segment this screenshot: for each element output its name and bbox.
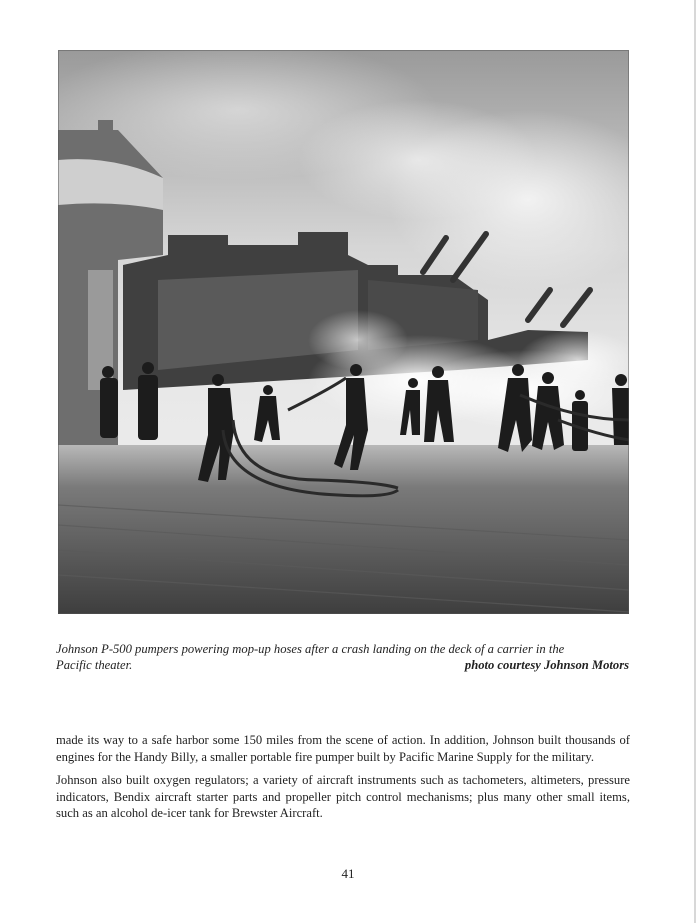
photograph-icon — [58, 50, 629, 614]
caption-line-1: Johnson P-500 pumpers powering mop-up hoses after a crash landing on the deck of a carrier in the — [56, 642, 565, 656]
photo-caption — [56, 641, 629, 673]
page-number: 41 — [341, 866, 355, 881]
caption-line-2 — [56, 657, 629, 673]
caption-line-2-text: Pacific theater. — [56, 658, 133, 672]
photo-credit: photo courtesy Johnson Motors — [464, 658, 629, 672]
paragraph-1: made its way to a safe harbor some 150 miles from the scene of action. In addition, Johnson built thousands of engines for the Handy Billy, a smaller portable fire pumper built by Pacific Marine Supply for the military. — [56, 733, 630, 764]
paragraph-2: Johnson also built oxygen regulators; a variety of aircraft instruments such as tachometers, altimeters, pressure indicators, Bendix aircraft starter parts and propeller pitch control mechanisms; plus many other small items, such as an alcohol de-icer tank for Brewster Aircraft. — [56, 773, 630, 820]
carrier-deck-photo — [58, 50, 629, 614]
body-text — [56, 732, 630, 829]
